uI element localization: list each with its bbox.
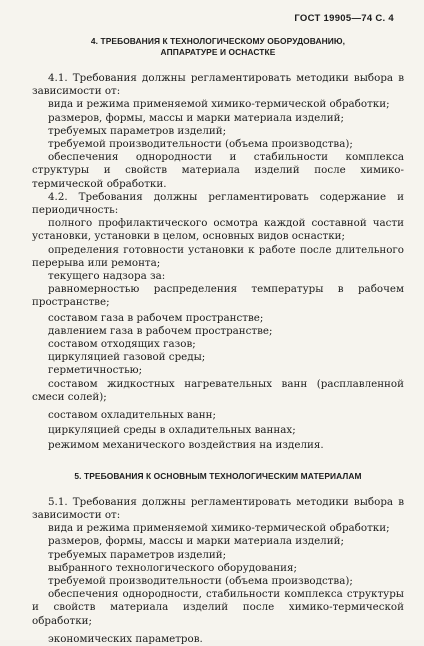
section-4-title-line1: 4. ТРЕБОВАНИЯ К ТЕХНОЛОГИЧЕСКОМУ ОБОРУДОВАНИЮ, (90, 36, 346, 46)
clause-4-1-item: вида и режима применяемой химико-термической обработки; (48, 98, 390, 111)
clause-4-1-item: требуемых параметров изделий; (48, 124, 227, 137)
clause-5-1-item: требуемых параметров изделий; (48, 548, 227, 561)
clause-4-2-item: равномерностью распределения температуры в рабочем пространстве; (32, 283, 404, 309)
clause-5-1-item: экономических параметров. (48, 632, 203, 645)
clause-4-2-item: давлением газа в рабочем пространстве; (48, 324, 273, 337)
clause-4-2-item: составом газа в рабочем пространстве; (48, 311, 264, 324)
clause-5-1-item: обеспечения однородности, стабильности комплекса структуры и свойств материала изделий после химико-термической обработки; (32, 588, 404, 627)
clause-4-2-item: текущего надзора за: (48, 270, 166, 283)
clause-5-1-item: требуемой производительности (объема производства); (48, 574, 353, 587)
clause-4-1-intro: 4.1. Требования должны регламентировать методики выбора в зависимости от: (32, 72, 404, 98)
clause-4-2-item: герметичностью; (48, 364, 143, 377)
clause-5-1-item: выбранного технологического оборудования; (48, 561, 297, 574)
clause-4-2-item: составом охладительных ванн; (48, 409, 216, 422)
clause-4-1-item: обеспечения однородности и стабильности комплекса структуры и свойств материала изделий после химико-термической обработки. (32, 151, 404, 190)
clause-5-1-item: вида и режима применяемой химико-термической обработки; (48, 522, 390, 535)
section-5-title: 5. ТРЕБОВАНИЯ К ОСНОВНЫМ ТЕХНОЛОГИЧЕСКИМ МАТЕРИАЛАМ (74, 470, 362, 481)
clause-4-2-item: циркуляцией газовой среды; (48, 351, 206, 364)
clause-4-2-item: составом отходящих газов; (48, 338, 196, 351)
clause-4-1-item: размеров, формы, массы и марки материала изделий; (48, 111, 344, 124)
clause-5-1-item: размеров, формы, массы и марки материала изделий; (48, 535, 344, 548)
page-header: ГОСТ 19905—74 С. 4 (294, 13, 394, 24)
section-4-title (32, 36, 404, 58)
clause-4-2-item: составом жидкостных нагревательных ванн (расплавленной смеси солей); (32, 377, 404, 403)
clause-4-2-item: режимом механического воздействия на изделия. (48, 439, 324, 452)
clause-4-2-item: определения готовности установки к работе после длительного перерыва или ремонта; (32, 243, 404, 269)
clause-4-2-item: циркуляцией среды в охладительных ваннах; (48, 424, 296, 437)
clause-4-1-item: требуемой производительности (объема производства); (48, 138, 353, 151)
clause-4-2-item: полного профилактического осмотра каждой составной части установки, установки в целом, основных видов оснастки; (32, 217, 404, 243)
section-4-title-line2: АППАРАТУРЕ И ОСНАСТКЕ (160, 47, 276, 57)
clause-4-2-intro: 4.2. Требования должны регламентировать содержание и периодичность: (32, 190, 404, 217)
document-body (32, 36, 404, 646)
clause-5-1-intro: 5.1. Требования должны регламентировать методики выбора в зависимости от: (32, 495, 404, 521)
